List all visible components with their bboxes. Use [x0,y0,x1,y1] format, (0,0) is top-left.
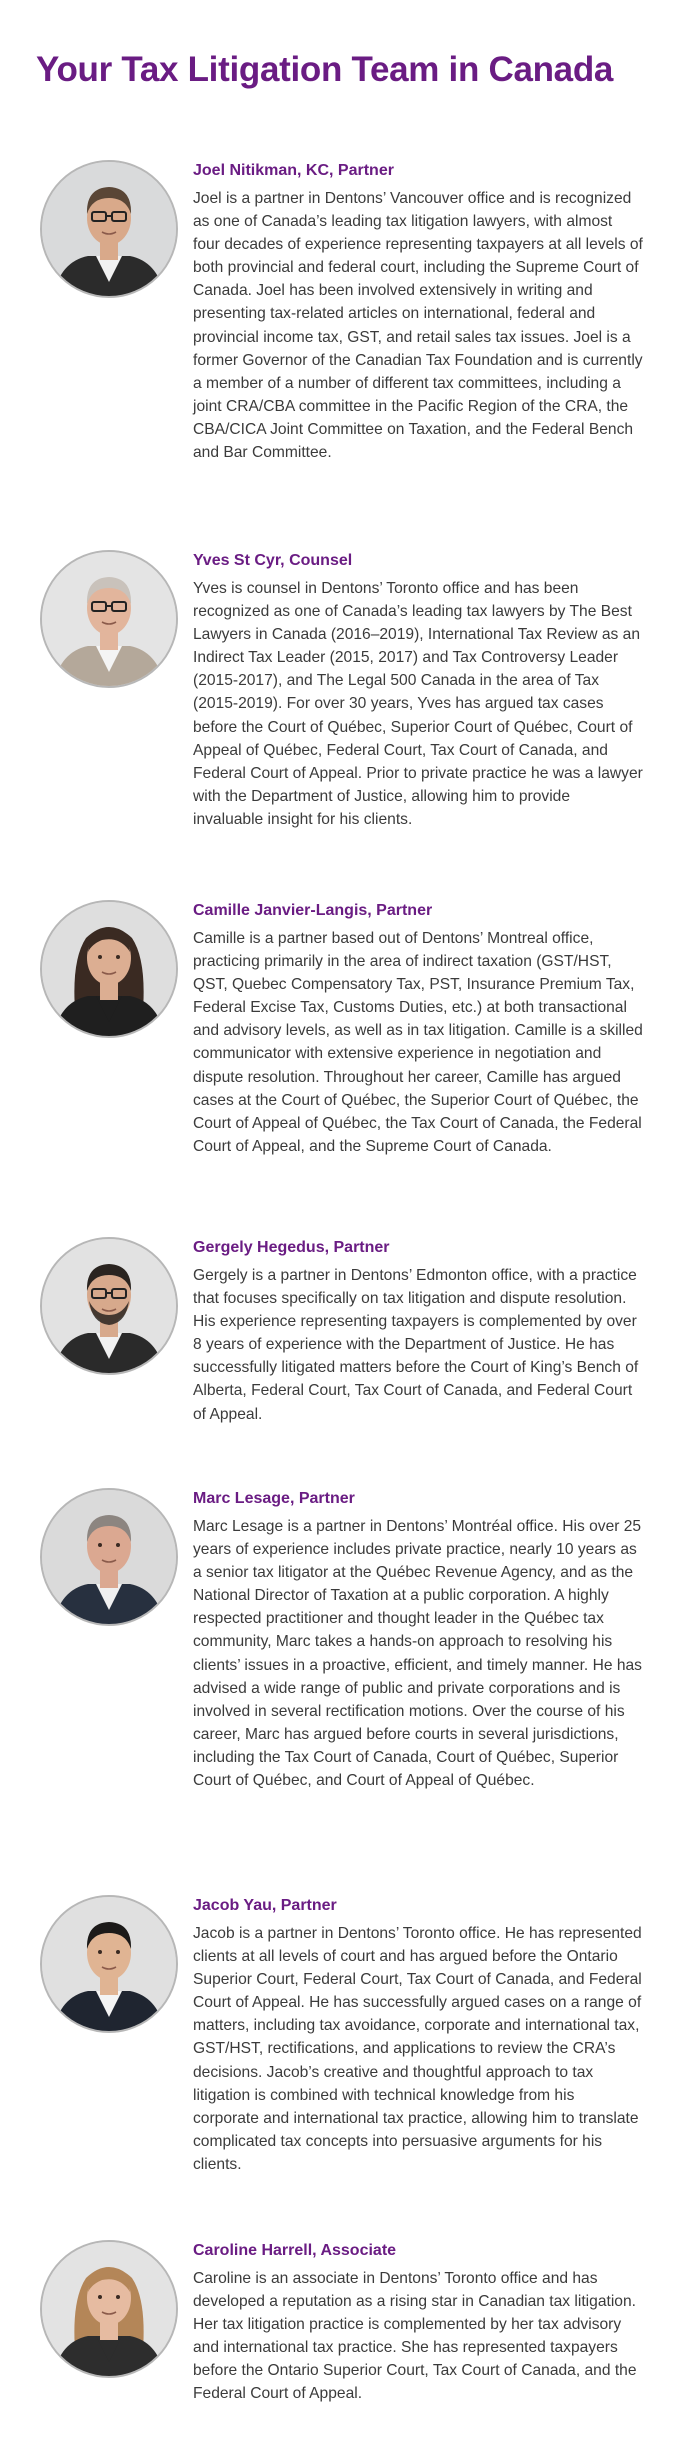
member-info [193,550,643,831]
member-name: Gergely Hegedus, Partner [193,1239,390,1256]
member-info [193,2240,643,2406]
member-photo [40,160,178,298]
member-bio: Joel is a partner in Dentons’ Vancouver office and is recognized as one of Canada’s leading tax litigation lawyers, with almost four decades of experience representing taxpayers at all levels of both provincial and federal court, including the Supreme Court of Canada. Joel has been involved extensively in writing and presenting tax-related articles on international, federal and provincial income tax, GST, and retail sales tax issues. Joel is a former Governor of the Canadian Tax Foundation and is currently a member of a number of different tax committees, including a joint CRA/CBA committee in the Pacific Region of the CRA, the CBA/CICA Joint Committee on Taxation, and the Federal Bench and Bar Committee. [193,190,643,462]
member-name: Yves St Cyr, Counsel [193,552,353,569]
member-bio: Marc Lesage is a partner in Dentons’ Montréal office. His over 25 years of experience includes private practice, nearly 10 years as a senior tax litigator at the Québec Revenue Agency, and as the National Director of Taxation at a public corporation. A highly respected practitioner and thought leader in the Québec tax community, Marc takes a hands-on approach to resolving his clients’ issues in a proactive, efficient, and timely manner. He has advised a wide range of public and private corporations and is involved in several rectification motions. Over the course of his career, Marc has argued before courts in several jurisdictions, including the Tax Court of Canada, Court of Québec, Superior Court of Québec, and Court of Appeal of Québec. [193,1518,642,1790]
member-photo [40,1488,178,1626]
member-info [193,1895,643,2176]
member-bio: Gergely is a partner in Dentons’ Edmonton office, with a practice that focuses specifically on tax litigation and dispute resolution. His experience representing taxpayers is complemented by over 8 years of experience with the Department of Justice. He has successfully litigated matters before the Court of King’s Bench of Alberta, Federal Court, Tax Court of Canada, and Federal Court of Appeal. [193,1267,639,1423]
member-bio: Yves is counsel in Dentons’ Toronto office and has been recognized as one of Canada’s leading tax lawyers by The Best Lawyers in Canada (2016–2019), International Tax Review as an Indirect Tax Leader (2015, 2017) and Tax Controversy Leader (2015-2017), and The Legal 500 Canada in the area of Tax (2015-2019). For over 30 years, Yves has argued tax cases before the Court of Québec, Superior Court of Québec, Court of Appeal of Québec, Federal Court, Tax Court of Canada, and Federal Court of Appeal. Prior to private practice he was a lawyer with the Department of Justice, allowing him to provide invaluable insight for his clients. [193,580,643,828]
member-photo [40,550,178,688]
page-title: Your Tax Litigation Team in Canada [36,50,614,89]
member-bio: Camille is a partner based out of Dentons’ Montreal office, practicing primarily in the area of indirect taxation (GST/HST, QST, Quebec Compensatory Tax, PST, Insurance Premium Tax, Federal Excise Tax, Customs Duties, etc.) at both transactional and advisory levels, as well as in tax litigation. Camille is a skilled communicator with extensive experience in negotiation and dispute resolution. Throughout her career, Camille has argued cases at the Court of Québec, the Superior Court of Québec, the Court of Appeal of Québec, the Tax Court of Canada, the Federal Court of Appeal, and the Supreme Court of Canada. [193,930,643,1155]
member-name: Caroline Harrell, Associate [193,2242,397,2259]
member-photo [40,2240,178,2378]
member-bio: Caroline is an associate in Dentons’ Toronto office and has developed a reputation as a rising star in Canadian tax litigation. Her tax litigation practice is complemented by her tax advisory and international tax practice. She has represented taxpayers before the Ontario Superior Court, Tax Court of Canada, and the Federal Court of Appeal. [193,2270,637,2403]
member-info [193,160,643,464]
member-name: Joel Nitikman, KC, Partner [193,162,394,179]
member-bio: Jacob is a partner in Dentons’ Toronto office. He has represented clients at all levels of court and has argued before the Ontario Superior Court, Federal Court, Tax Court of Canada, and Federal Court of Appeal. He has successfully argued cases on a range of matters, including tax avoidance, corporate and international tax, GST/HST, rectifications, and applications to review the CRA’s decisions. Jacob’s creative and thoughtful approach to tax litigation is combined with technical knowledge from his corporate and international tax practice, allowing him to translate complicated tax concepts into persuasive arguments for his clients. [193,1925,642,2173]
member-info [193,900,643,1158]
member-name: Jacob Yau, Partner [193,1897,337,1914]
member-name: Camille Janvier-Langis, Partner [193,902,433,919]
member-photo [40,900,178,1038]
member-photo [40,1895,178,2033]
member-info [193,1237,643,1426]
member-info [193,1488,643,1792]
member-name: Marc Lesage, Partner [193,1490,355,1507]
member-photo [40,1237,178,1375]
